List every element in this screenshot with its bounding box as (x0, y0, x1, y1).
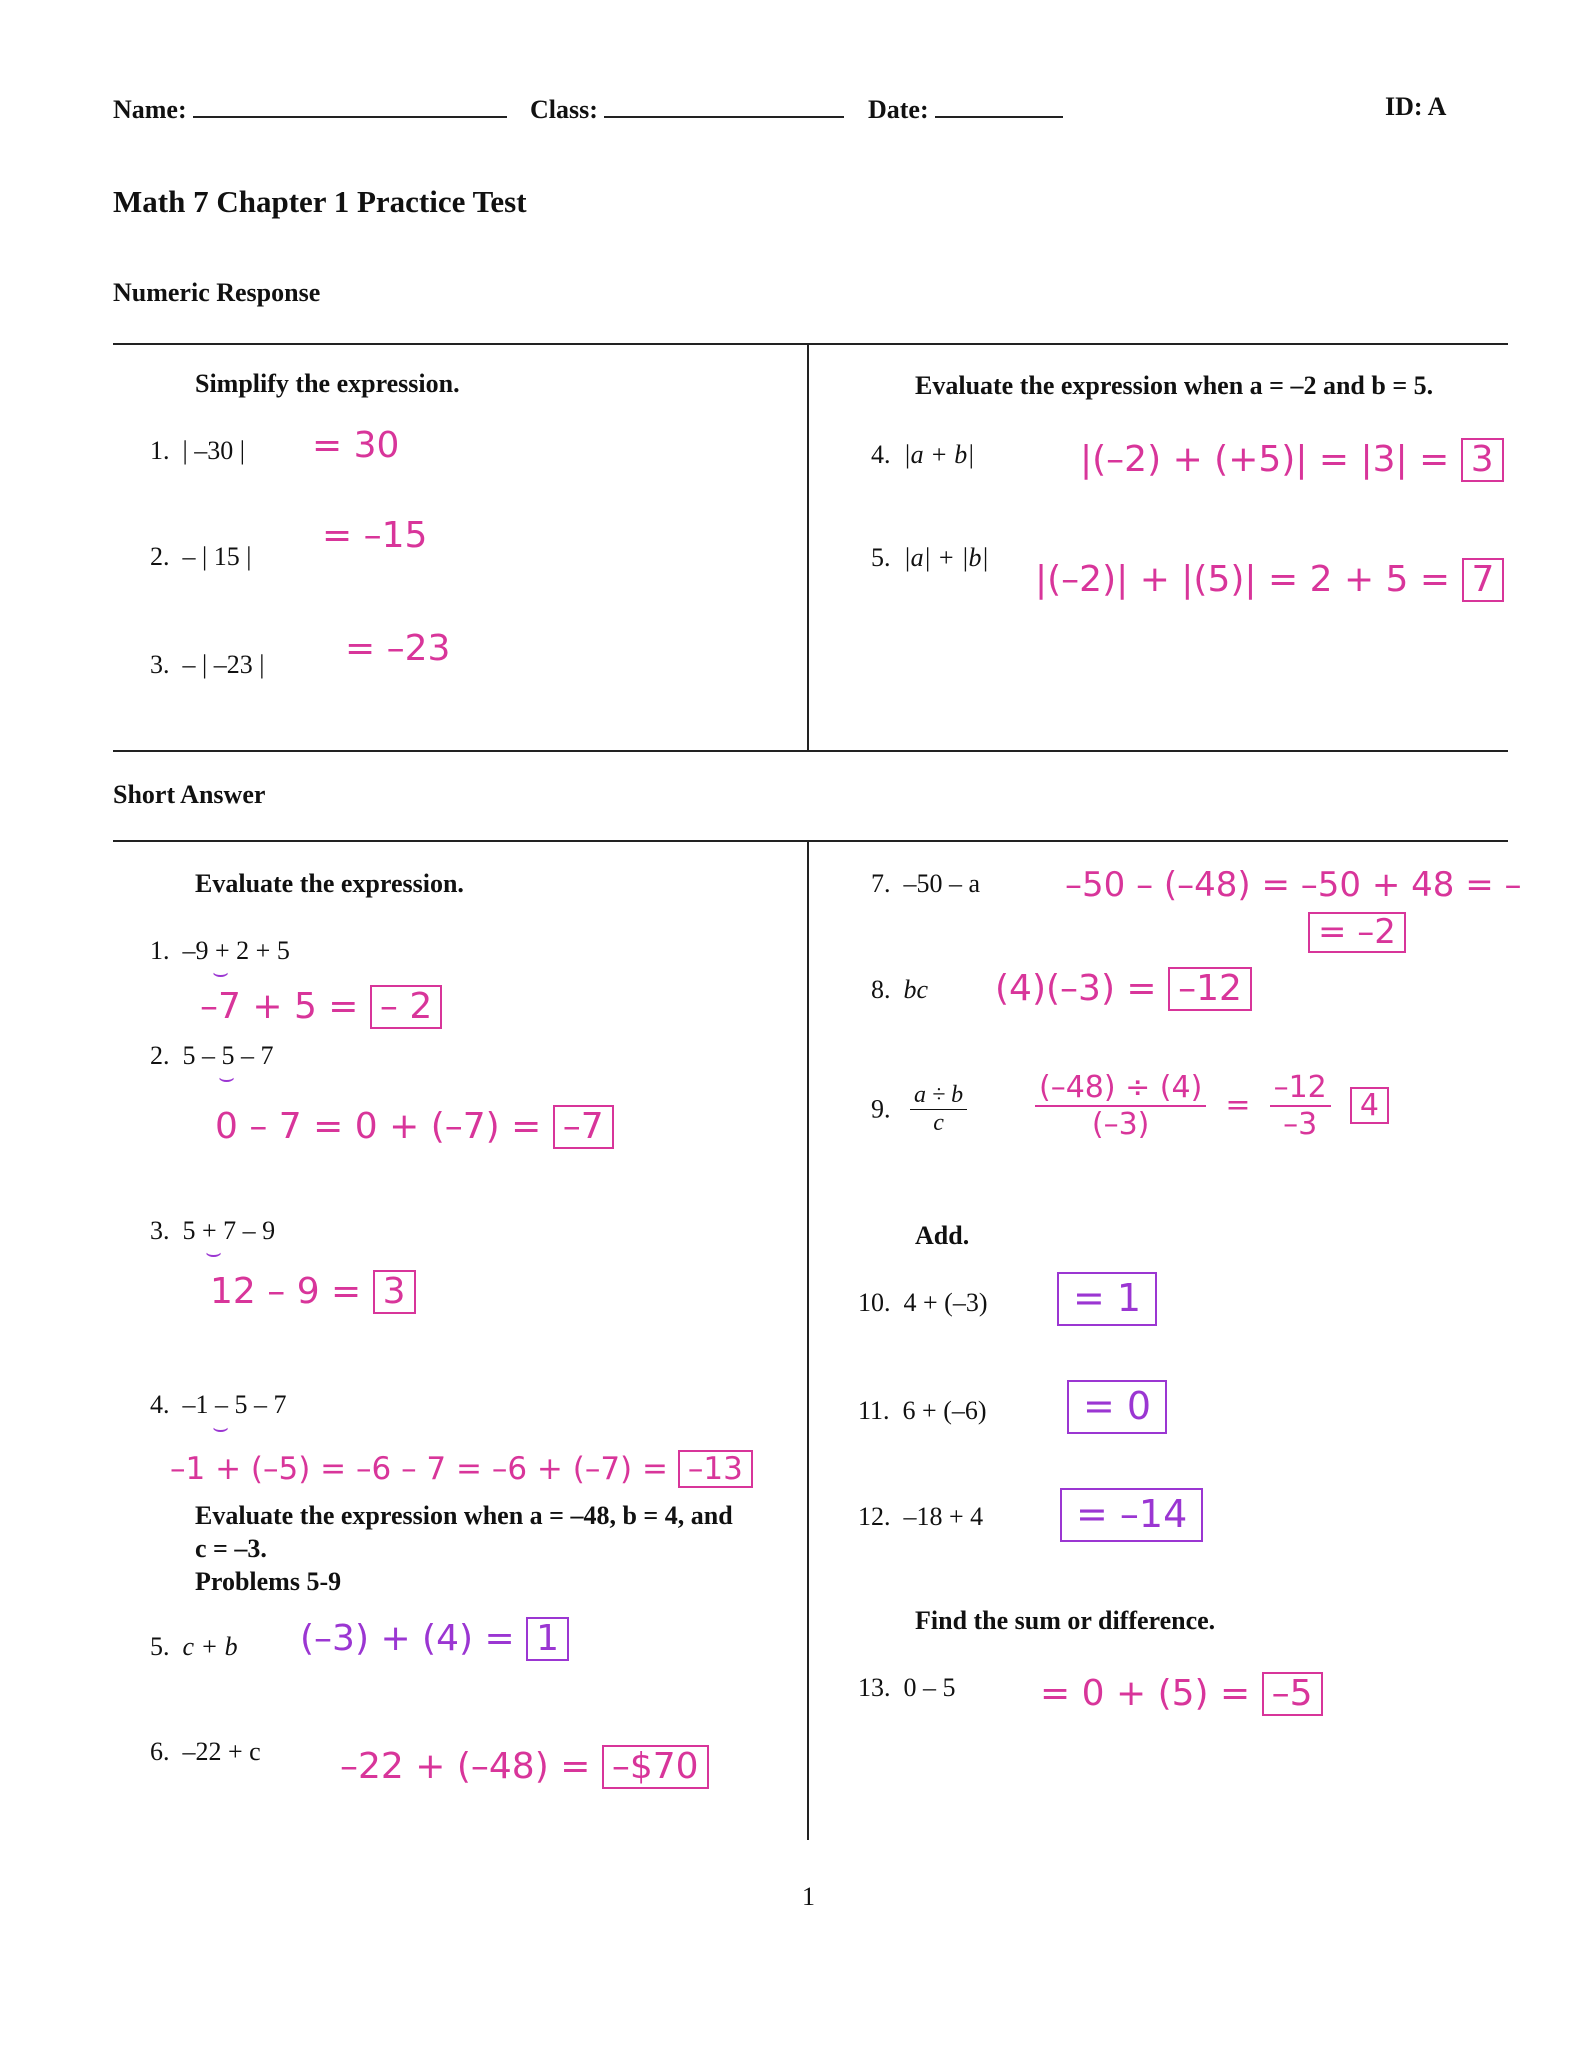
boxed-answer: 3 (373, 1270, 416, 1314)
instruction-evaluate-ab: Evaluate the expression when a = –2 and b = 5. (915, 371, 1434, 400)
instruction-add: Add. (915, 1221, 970, 1250)
numeric-problem-5: 5. |a| + |b| (871, 543, 989, 572)
handwritten-work: $\frac{(-48) \div (4)}{(-3)}$ = $\frac{-12}{-3}$ 4 (1035, 1070, 1389, 1142)
column-divider (807, 343, 809, 751)
boxed-answer: –5 (1262, 1672, 1323, 1716)
boxed-answer: = 1 (1057, 1272, 1157, 1326)
short-problem-3: 3. 5 + 7 – 9 (150, 1216, 276, 1245)
boxed-answer: – 2 (370, 985, 442, 1029)
divider (113, 750, 1508, 752)
numeric-problem-4: 4. |a + b| (871, 440, 975, 469)
short-problem-5: 5. c + b (150, 1632, 238, 1661)
name-label: Name: (113, 92, 507, 125)
boxed-answer: –$70 (602, 1745, 709, 1789)
boxed-answer: = –14 (1060, 1488, 1203, 1542)
instruction-evaluate-abc: Evaluate the expression when a = –48, b = 4, and c = –3. Problems 5-9 (195, 1501, 733, 1596)
short-problem-11: 11. 6 + (–6) (858, 1396, 987, 1425)
numeric-problem-3: 3. – | –23 | (150, 650, 265, 679)
handwritten-answer: = –15 (322, 515, 428, 556)
instruction-sum-difference: Find the sum or difference. (915, 1606, 1216, 1635)
numeric-problem-1: 1. | –30 | (150, 436, 245, 465)
handwritten-work: –22 + (–48) = –$70 (340, 1745, 709, 1789)
class-field[interactable] (604, 92, 844, 118)
handwritten-work: –7 + 5 = – 2 (200, 985, 442, 1029)
divider (113, 343, 1508, 345)
boxed-answer: = –2 (1308, 912, 1406, 953)
short-problem-1: 1. –9 + 2 + 5 (150, 936, 290, 965)
date-label: Date: (868, 92, 1063, 125)
short-problem-9: 9. $\frac{a \div b}{c}$ (871, 1082, 967, 1137)
handwritten-work: = 0 + (5) = –5 (1040, 1672, 1323, 1716)
boxed-answer: = 0 (1067, 1380, 1167, 1434)
handwritten-work: –1 + (–5) = –6 – 7 = –6 + (–7) = –13 (170, 1450, 753, 1488)
short-problem-7: 7. –50 – a (871, 869, 981, 898)
boxed-answer: 1 (526, 1617, 569, 1661)
handwritten-work: |(–2)| + |(5)| = 2 + 5 = 7 (1035, 558, 1504, 602)
short-problem-13: 13. 0 – 5 (858, 1673, 956, 1702)
handwritten-work: –50 – (–48) = –50 + 48 = – (1065, 865, 1522, 905)
name-field[interactable] (193, 92, 507, 118)
check-mark: ⌣ (212, 1413, 230, 1443)
handwritten-work: (–3) + (4) = 1 (300, 1617, 569, 1661)
boxed-answer: –13 (678, 1450, 753, 1488)
boxed-answer: –7 (553, 1105, 614, 1149)
handwritten-answer: = 30 (312, 425, 400, 466)
short-problem-2: 2. 5 – 5 – 7 (150, 1041, 274, 1070)
page-number: 1 (802, 1882, 815, 1911)
short-problem-12: 12. –18 + 4 (858, 1502, 984, 1531)
divider (113, 840, 1508, 842)
instruction-simplify: Simplify the expression. (195, 369, 460, 398)
handwritten-work: (4)(–3) = –12 (995, 967, 1252, 1011)
handwritten-work: 0 – 7 = 0 + (–7) = –7 (215, 1105, 614, 1149)
short-problem-6: 6. –22 + c (150, 1737, 261, 1766)
handwritten-answer: = –23 (345, 628, 451, 669)
handwritten-work: 12 – 9 = 3 (210, 1270, 416, 1314)
boxed-answer: 3 (1461, 438, 1504, 482)
page-title: Math 7 Chapter 1 Practice Test (113, 184, 527, 219)
section-numeric-response: Numeric Response (113, 278, 321, 307)
column-divider (807, 840, 809, 1840)
short-problem-10: 10. 4 + (–3) (858, 1288, 988, 1317)
boxed-answer: 7 (1462, 558, 1505, 602)
short-problem-8: 8. bc (871, 975, 929, 1004)
class-label: Class: (530, 92, 844, 125)
date-field[interactable] (935, 92, 1063, 118)
handwritten-work: |(–2) + (+5)| = |3| = 3 (1080, 438, 1504, 482)
fraction-expression: $\frac{a \div b}{c}$ (910, 1082, 967, 1137)
boxed-answer: –12 (1168, 967, 1252, 1011)
id-label: ID: A (1385, 92, 1447, 121)
check-mark: ⌣ (218, 1063, 236, 1093)
check-mark: ⌣ (212, 958, 230, 988)
check-mark: ⌣ (205, 1238, 223, 1268)
instruction-evaluate: Evaluate the expression. (195, 869, 464, 898)
short-problem-4: 4. –1 – 5 – 7 (150, 1390, 287, 1419)
numeric-problem-2: 2. – | 15 | (150, 542, 252, 571)
boxed-answer: 4 (1350, 1087, 1389, 1124)
section-short-answer: Short Answer (113, 780, 266, 809)
